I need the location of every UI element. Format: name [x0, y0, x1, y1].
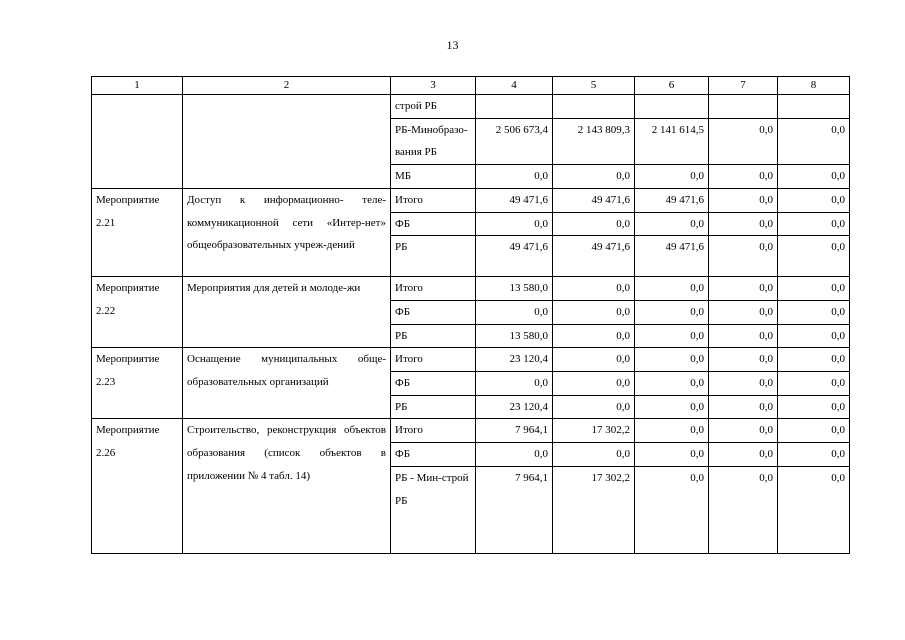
value-cell: 0,0 [778, 443, 850, 467]
value-cell: 13 580,0 [476, 324, 553, 348]
funding-source-cell: МБ [391, 165, 476, 189]
funding-source-cell: строй РБ [391, 95, 476, 119]
value-cell: 0,0 [476, 443, 553, 467]
funding-source-cell: РБ-Минобразо-вания РБ [391, 118, 476, 164]
value-cell: 0,0 [709, 395, 778, 419]
value-cell: 0,0 [553, 277, 635, 301]
measure-name-cell: Оснащение муниципальных обще-образовательных организаций [183, 348, 391, 419]
value-cell: 2 506 673,4 [476, 118, 553, 164]
value-cell: 0,0 [635, 277, 709, 301]
funding-source-cell: ФБ [391, 300, 476, 324]
measure-id-cell: Мероприятие 2.21 [92, 188, 183, 276]
measure-id-cell: Мероприятие 2.26 [92, 419, 183, 553]
value-cell: 49 471,6 [635, 188, 709, 212]
value-cell [709, 95, 778, 119]
value-cell: 0,0 [476, 165, 553, 189]
funding-source-cell: Итого [391, 348, 476, 372]
value-cell: 49 471,6 [553, 236, 635, 277]
value-cell [778, 95, 850, 119]
value-cell [476, 95, 553, 119]
page-number: 13 [446, 38, 459, 52]
value-cell: 23 120,4 [476, 348, 553, 372]
value-cell: 0,0 [635, 372, 709, 396]
value-cell: 0,0 [635, 300, 709, 324]
value-cell: 2 141 614,5 [635, 118, 709, 164]
value-cell: 0,0 [635, 165, 709, 189]
value-cell: 0,0 [778, 372, 850, 396]
value-cell: 0,0 [709, 188, 778, 212]
value-cell: 0,0 [709, 277, 778, 301]
value-cell: 0,0 [635, 212, 709, 236]
value-cell: 0,0 [553, 348, 635, 372]
value-cell: 0,0 [778, 277, 850, 301]
measure-name-cell: Строительство, реконструкция объектов образования (список объектов в приложении № 4 табл. 14) [183, 419, 391, 553]
value-cell: 0,0 [635, 466, 709, 553]
measure-id-cell: Мероприятие 2.22 [92, 277, 183, 348]
value-cell: 0,0 [709, 165, 778, 189]
value-cell: 0,0 [709, 372, 778, 396]
value-cell: 7 964,1 [476, 419, 553, 443]
value-cell: 0,0 [778, 118, 850, 164]
value-cell: 0,0 [635, 324, 709, 348]
value-cell: 0,0 [709, 236, 778, 277]
value-cell: 2 143 809,3 [553, 118, 635, 164]
funding-source-cell: РБ [391, 324, 476, 348]
value-cell: 0,0 [709, 466, 778, 553]
value-cell [553, 95, 635, 119]
value-cell [635, 95, 709, 119]
funding-source-cell: Итого [391, 277, 476, 301]
funding-source-cell: Итого [391, 188, 476, 212]
measure-name-cell: Доступ к информационно- теле-коммуникационной сети «Интер-нет» общеобразовательных учреж-дений [183, 188, 391, 276]
funding-source-cell: РБ [391, 236, 476, 277]
column-header: 4 [476, 77, 553, 95]
value-cell: 0,0 [476, 372, 553, 396]
column-header: 5 [553, 77, 635, 95]
funding-source-cell: РБ [391, 395, 476, 419]
value-cell: 0,0 [709, 300, 778, 324]
value-cell: 0,0 [553, 443, 635, 467]
table-row [92, 419, 850, 443]
value-cell: 13 580,0 [476, 277, 553, 301]
value-cell: 0,0 [635, 443, 709, 467]
column-header: 2 [183, 77, 391, 95]
value-cell: 0,0 [476, 212, 553, 236]
value-cell: 0,0 [553, 324, 635, 348]
funding-source-cell: ФБ [391, 443, 476, 467]
value-cell: 0,0 [778, 324, 850, 348]
funding-source-cell: ФБ [391, 372, 476, 396]
value-cell: 0,0 [553, 212, 635, 236]
table-row [92, 188, 850, 212]
budget-table [91, 76, 850, 554]
value-cell: 0,0 [476, 300, 553, 324]
value-cell: 0,0 [709, 118, 778, 164]
value-cell: 0,0 [709, 324, 778, 348]
value-cell: 0,0 [778, 348, 850, 372]
value-cell: 17 302,2 [553, 466, 635, 553]
value-cell: 0,0 [778, 165, 850, 189]
funding-source-cell: Итого [391, 419, 476, 443]
table-row [92, 277, 850, 301]
value-cell: 0,0 [778, 212, 850, 236]
column-header: 3 [391, 77, 476, 95]
table-row [92, 348, 850, 372]
value-cell: 49 471,6 [553, 188, 635, 212]
value-cell: 0,0 [553, 300, 635, 324]
value-cell: 0,0 [553, 165, 635, 189]
value-cell: 0,0 [709, 212, 778, 236]
value-cell: 0,0 [778, 188, 850, 212]
value-cell: 0,0 [553, 395, 635, 419]
value-cell: 49 471,6 [476, 236, 553, 277]
value-cell: 0,0 [553, 372, 635, 396]
value-cell: 0,0 [778, 466, 850, 553]
value-cell: 0,0 [635, 348, 709, 372]
column-header: 6 [635, 77, 709, 95]
value-cell: 0,0 [778, 236, 850, 277]
measure-id-cell: Мероприятие 2.23 [92, 348, 183, 419]
funding-source-cell: ФБ [391, 212, 476, 236]
value-cell: 49 471,6 [635, 236, 709, 277]
column-header: 8 [778, 77, 850, 95]
measure-name-cell [183, 95, 391, 189]
value-cell: 0,0 [709, 348, 778, 372]
table-row [92, 95, 850, 119]
measure-id-cell [92, 95, 183, 189]
funding-source-cell: РБ - Мин-строй РБ [391, 466, 476, 553]
value-cell: 0,0 [635, 395, 709, 419]
value-cell: 23 120,4 [476, 395, 553, 419]
value-cell: 49 471,6 [476, 188, 553, 212]
value-cell: 17 302,2 [553, 419, 635, 443]
measure-name-cell: Мероприятия для детей и молоде-жи [183, 277, 391, 348]
value-cell: 0,0 [635, 419, 709, 443]
column-number-row [92, 77, 850, 95]
column-header: 7 [709, 77, 778, 95]
column-header: 1 [92, 77, 183, 95]
value-cell: 0,0 [778, 395, 850, 419]
value-cell: 0,0 [778, 300, 850, 324]
value-cell: 0,0 [778, 419, 850, 443]
value-cell: 0,0 [709, 443, 778, 467]
value-cell: 0,0 [709, 419, 778, 443]
value-cell: 7 964,1 [476, 466, 553, 553]
